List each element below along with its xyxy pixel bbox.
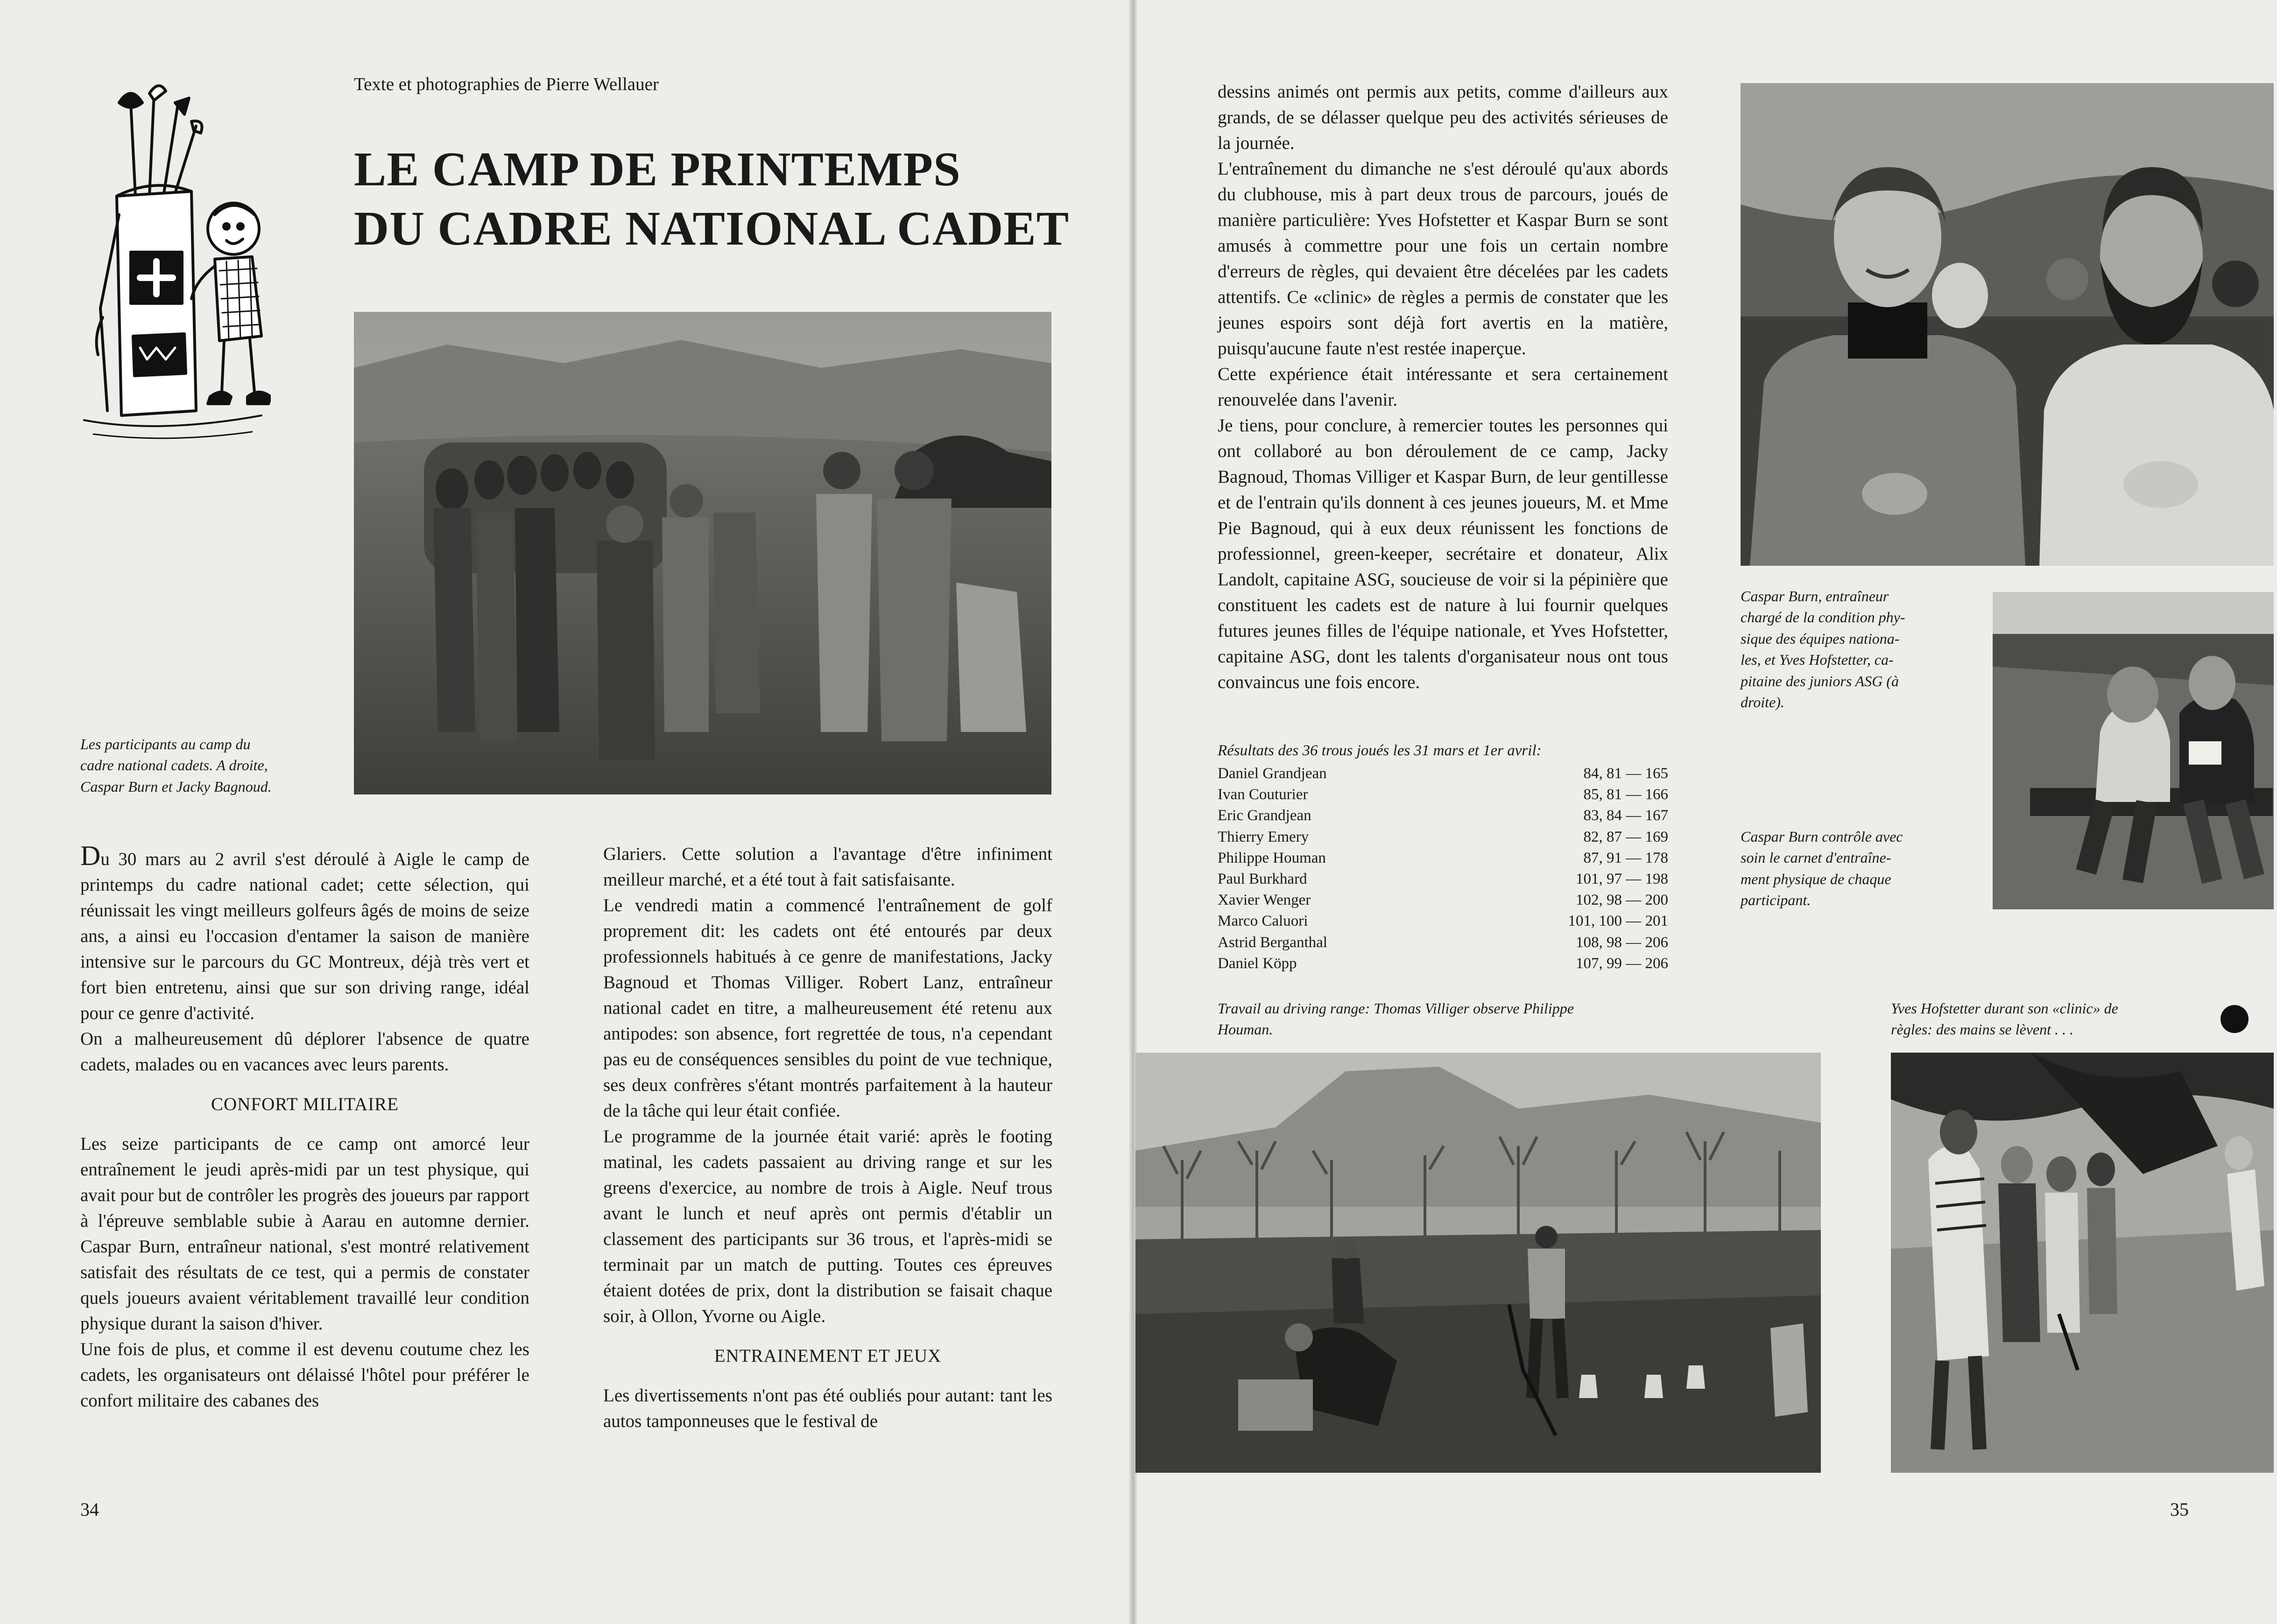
paragraph: Le programme de la journée était varié: après le footing matinal, les cadets passaient au driving range et sur les greens d'exercice, au nombre de trois à Aigle. Neuf trous avant le lunch et neuf après ont permis d'établir un classement des participants sur 36 trous, et l'après-midi se terminait par un match de putting. Toutes ces épreuves étaient dotées de prix, dont la distribution se faisait chaque soir, à Ollon, Yvorne ou Aigle. [603,1126,1052,1326]
section-heading: ENTRAINEMENT ET JEUX [714,1345,942,1366]
article-column-3 [1218,79,1668,696]
section-heading: CONFORT MILITAIRE [211,1094,399,1114]
paragraph: Du 30 mars au 2 avril s'est déroulé à Aigle le camp de printemps du cadre national cadet; cette sélection, qui réunissait les vingt meilleurs golfeurs âgés de moins de seize ans, a ainsi eu l'occasion d'entamer la saison de manière intensive sur le parcours du GC Montreux, déjà très vert et fort bien entretenu, ainsi que sur son driving range, idéal pour ce genre d'activité. [80,840,529,1023]
title-line-2: DU CADRE NATIONAL CADET [354,201,1070,255]
range-photo-caption: Travail au driving range: Thomas Villiger observe Philippe Houman. [1218,1000,1574,1038]
table-row: Daniel Köpp 107, 99 — 206 [1218,955,1668,972]
table-row: Daniel Grandjean 84, 81 — 165 [1218,765,1668,782]
table-row: Marco Caluori 101, 100 — 201 [1218,913,1668,930]
driving-range-photo [1135,1053,1821,1473]
article-column-1 [80,842,529,1414]
table-row: Eric Grandjean 83, 84 — 167 [1218,807,1668,824]
paragraph: Les divertissements n'ont pas été oubliés pour autant: tant les autos tamponneuses que le festival de [603,1385,1052,1431]
paragraph: Le vendredi matin a commencé l'entraînement de golf proprement dit: les cadets ont été entourés par deux professionnels habitués à ce genre de manifestations, Jacky Bagnoud et Thomas Villiger. Robert Lanz, entraîneur national cadet en titre, a malheureusement été retenu aux antipodes: son absence, fort regrettée de tous, n'a cependant pas eu de conséquences sensibles du point de vue technique, ses deux confrères s'étant montrés parfaitement à la hauteur de la tâche qui leur était confiée. [603,895,1052,1121]
group-photo [354,312,1051,794]
table-row: Xavier Wenger 102, 98 — 200 [1218,892,1668,909]
table-row: Paul Burkhard 101, 97 — 198 [1218,871,1668,888]
paragraph: Cette expérience était intéressante et sera certainement renouvelée dans l'avenir. [1218,364,1668,410]
paragraph: L'entraînement du dimanche ne s'est déroulé qu'aux abords du clubhouse, mis à part deux trous de parcours, joués de manière particulière: Yves Hofstetter et Kaspar Burn se sont amusés à commettre pour une fois un certain nombre d'erreurs de règles, qui devaient être décelées par les cadets attentifs. Ce «clinic» de règles a permis de constater que les jeunes espoirs sont déjà fort avertis en la matière, puisqu'aucune faute n'est restée inaperçue. [1218,158,1668,359]
bench-photo [1993,592,2274,909]
paragraph: On a malheureusement dû déplorer l'absence de quatre cadets, malades ou en vacances avec leurs parents. [80,1028,529,1075]
golf-cartoon-illustration [65,75,271,448]
article-credit: Texte et photographies de Pierre Wellauer [354,74,659,94]
table-row: Astrid Berganthal 108, 98 — 206 [1218,934,1668,951]
results-title: Résultats des 36 trous joués les 31 mars et 1er avril: [1218,742,1542,759]
group-photo-caption: Les participants au camp du cadre national cadets. A droite, Caspar Burn et Jacky Bagnoud. [80,736,272,795]
results-table [1218,742,1668,974]
table-row: Thierry Emery 82, 87 — 169 [1218,828,1668,845]
page-number-right: 35 [2170,1499,2189,1520]
bullet-marker [2221,1005,2249,1033]
paragraph: dessins animés ont permis aux petits, comme d'ailleurs aux grands, de se délasser quelque peu des activités sérieuses de la journée. [1218,82,1668,153]
article-title [354,140,1069,259]
paragraph: Glariers. Cette solution a l'avantage d'être infiniment meilleur marché, et a été tout à fait satisfaisante. [603,844,1052,890]
paragraph: Je tiens, pour conclure, à remercier toutes les personnes qui ont collaboré au bon déroulement de ce camp, Jacky Bagnoud, Thomas Villiger et Kaspar Burn, de leur gentillesse et de l'entrain qu'ils donnent à ces jeunes joueurs, M. et Mme Pie Bagnoud, qui à eux deux réunissent les fonctions de professionnel, green-keeper, secrétaire et donateur, Alix Landolt, capitaine ASG, soucieuse de voir si la pépinière que constituent les cadets est de nature à lui fournir quelques futures jeunes filles de l'équipe nationale, et Yves Hofstetter, capitaine ASG, dont les talents d'organisateur nous ont tous convaincus une fois encore. [1218,415,1668,692]
table-row: Ivan Couturier 85, 81 — 166 [1218,786,1668,803]
page-number-left: 34 [80,1499,99,1520]
bench-photo-caption: Caspar Burn contrôle avec soin le carnet d'entraîne- ment physique de chaque participant. [1741,828,1903,909]
table-row: Philippe Houman 87, 91 — 178 [1218,849,1668,866]
paragraph: Une fois de plus, et comme il est devenu coutume chez les cadets, les organisateurs ont délaissé l'hôtel pour préférer le confort militaire des cabanes des [80,1339,529,1411]
paragraph: Les seize participants de ce camp ont amorcé leur entraînement le jeudi après-midi par un test physique, qui avait pour but de contrôler les progrès des joueurs par rapport à l'épreuve semblable subie à Aarau en automne dernier. Caspar Burn, entraîneur national, s'est montré relativement satisfait des résultats de ce test, qui a permis de constater quels joueurs avaient véritablement travaillé leur condition physique durant la saison d'hiver. [80,1133,529,1334]
rules-clinic-photo [1891,1053,2274,1473]
rules-photo-caption: Yves Hofstetter durant son «clinic» de règles: des mains se lèvent . . . [1891,1000,2118,1038]
article-column-2 [603,842,1052,1434]
portrait-photo-caption: Caspar Burn, entraîneur chargé de la condition phy- sique des équipes nationa- les, et Yves Hofstetter, ca- pitaine des juniors ASG (à droite). [1741,588,1905,711]
title-line-1: LE CAMP DE PRINTEMPS [354,142,961,196]
portrait-photo [1741,83,2274,566]
